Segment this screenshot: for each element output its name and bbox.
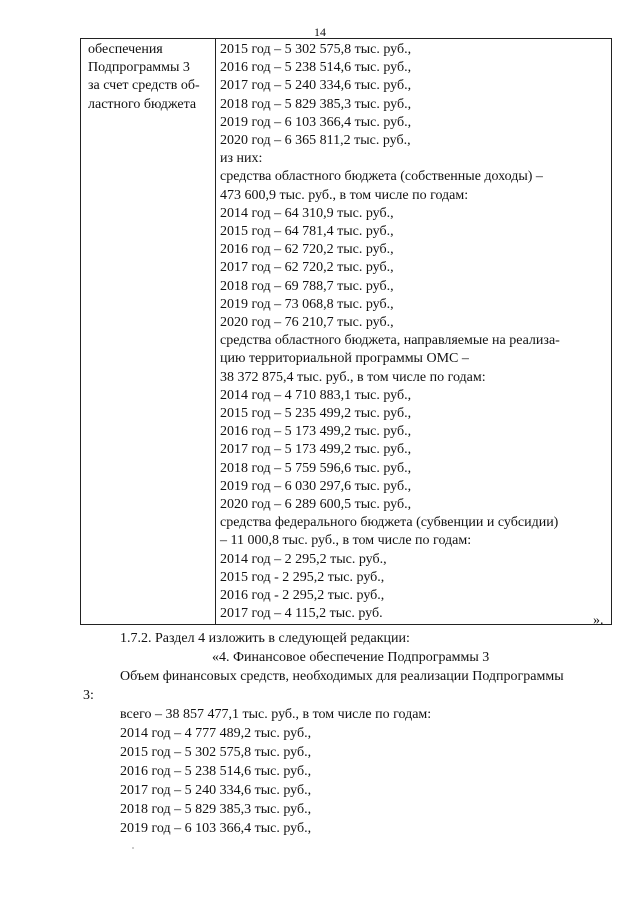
label-line: обеспечения	[88, 42, 163, 57]
total-line: всего – 38 857 477,1 тыс. руб., в том числе по годам:	[120, 707, 432, 722]
value-line: – 11 000,8 тыс. руб., в том числе по годам:	[220, 533, 472, 549]
value-line: 2015 год – 5 235 499,2 тыс. руб.,	[220, 406, 412, 422]
funding-table-row	[81, 39, 612, 625]
funding-table-value-cell	[216, 39, 612, 625]
value-line: 2017 год – 5 240 334,6 тыс. руб.,	[220, 78, 412, 94]
value-line: 2020 год – 6 365 811,2 тыс. руб.,	[220, 133, 411, 149]
year-line: 2017 год – 5 240 334,6 тыс. руб.,	[120, 783, 312, 798]
value-line: 2019 год – 73 068,8 тыс. руб.,	[220, 296, 394, 312]
year-line: 2019 год – 6 103 366,4 тыс. руб.,	[120, 821, 312, 836]
year-line: 2018 год – 5 829 385,3 тыс. руб.,	[120, 802, 312, 817]
page-number: 14	[314, 25, 326, 39]
value-line: 2015 год – 5 302 575,8 тыс. руб.,	[220, 42, 412, 57]
value-line: 2018 год – 5 829 385,3 тыс. руб.,	[220, 96, 412, 112]
value-line: средства областного бюджета, направляемые на реализа-	[220, 333, 560, 349]
closing-quote: ».	[593, 613, 604, 628]
value-line: 2016 год - 2 295,2 тыс. руб.,	[220, 588, 385, 604]
value-line: 2015 год - 2 295,2 тыс. руб.,	[220, 569, 385, 585]
value-line: 2020 год – 76 210,7 тыс. руб.,	[220, 315, 394, 331]
value-line: 2017 год – 62 720,2 тыс. руб.,	[220, 260, 394, 276]
value-line: 2015 год – 64 781,4 тыс. руб.,	[220, 224, 394, 240]
value-line: 2016 год – 5 173 499,2 тыс. руб.,	[220, 424, 412, 440]
value-line: средства федерального бюджета (субвенции и субсидии)	[220, 515, 559, 531]
intro-paragraph-line-1: Объем финансовых средств, необходимых для реализации Подпрограммы	[120, 669, 564, 684]
value-line: 2020 год – 6 289 600,5 тыс. руб.,	[220, 497, 412, 513]
year-line: 2015 год – 5 302 575,8 тыс. руб.,	[120, 745, 312, 760]
label-line: ластного бюджета	[88, 96, 197, 112]
value-line: 2014 год – 64 310,9 тыс. руб.,	[220, 205, 394, 221]
value-line: цию территориальной программы ОМС –	[220, 351, 469, 367]
year-line: 2014 год – 4 777 489,2 тыс. руб.,	[120, 726, 312, 741]
value-line: 2016 год – 62 720,2 тыс. руб.,	[220, 242, 394, 258]
label-line: Подпрограммы 3	[88, 60, 190, 76]
value-line: 473 600,9 тыс. руб., в том числе по годам:	[220, 187, 469, 203]
value-line: 2017 год – 5 173 499,2 тыс. руб.,	[220, 442, 412, 458]
label-line: за счет средств об-	[88, 78, 200, 94]
scan-speck	[132, 847, 134, 849]
value-line: 2018 год – 5 759 596,6 тыс. руб.,	[220, 460, 412, 476]
value-line: 38 372 875,4 тыс. руб., в том числе по годам:	[220, 369, 486, 385]
value-line: 2017 год – 4 115,2 тыс. руб.	[220, 606, 383, 622]
amendment-item: 1.7.2. Раздел 4 изложить в следующей редакции:	[120, 631, 410, 646]
value-line: 2016 год – 5 238 514,6 тыс. руб.,	[220, 60, 412, 76]
value-line: 2018 год – 69 788,7 тыс. руб.,	[220, 278, 394, 294]
funding-table	[80, 38, 612, 625]
funding-table-label-cell	[81, 39, 216, 625]
value-line: 2014 год – 4 710 883,1 тыс. руб.,	[220, 387, 412, 403]
intro-paragraph-line-2: 3:	[83, 688, 94, 703]
value-line: 2019 год – 6 103 366,4 тыс. руб.,	[220, 114, 412, 130]
section-heading: «4. Финансовое обеспечение Подпрограммы 3	[212, 650, 490, 665]
year-line: 2016 год – 5 238 514,6 тыс. руб.,	[120, 764, 312, 779]
value-line: средства областного бюджета (собственные доходы) –	[220, 169, 543, 185]
value-lines	[216, 39, 611, 624]
value-line: 2019 год – 6 030 297,6 тыс. руб.,	[220, 478, 412, 494]
label-lines	[81, 39, 215, 114]
value-line: из них:	[220, 151, 263, 167]
value-line: 2014 год – 2 295,2 тыс. руб.,	[220, 551, 387, 567]
